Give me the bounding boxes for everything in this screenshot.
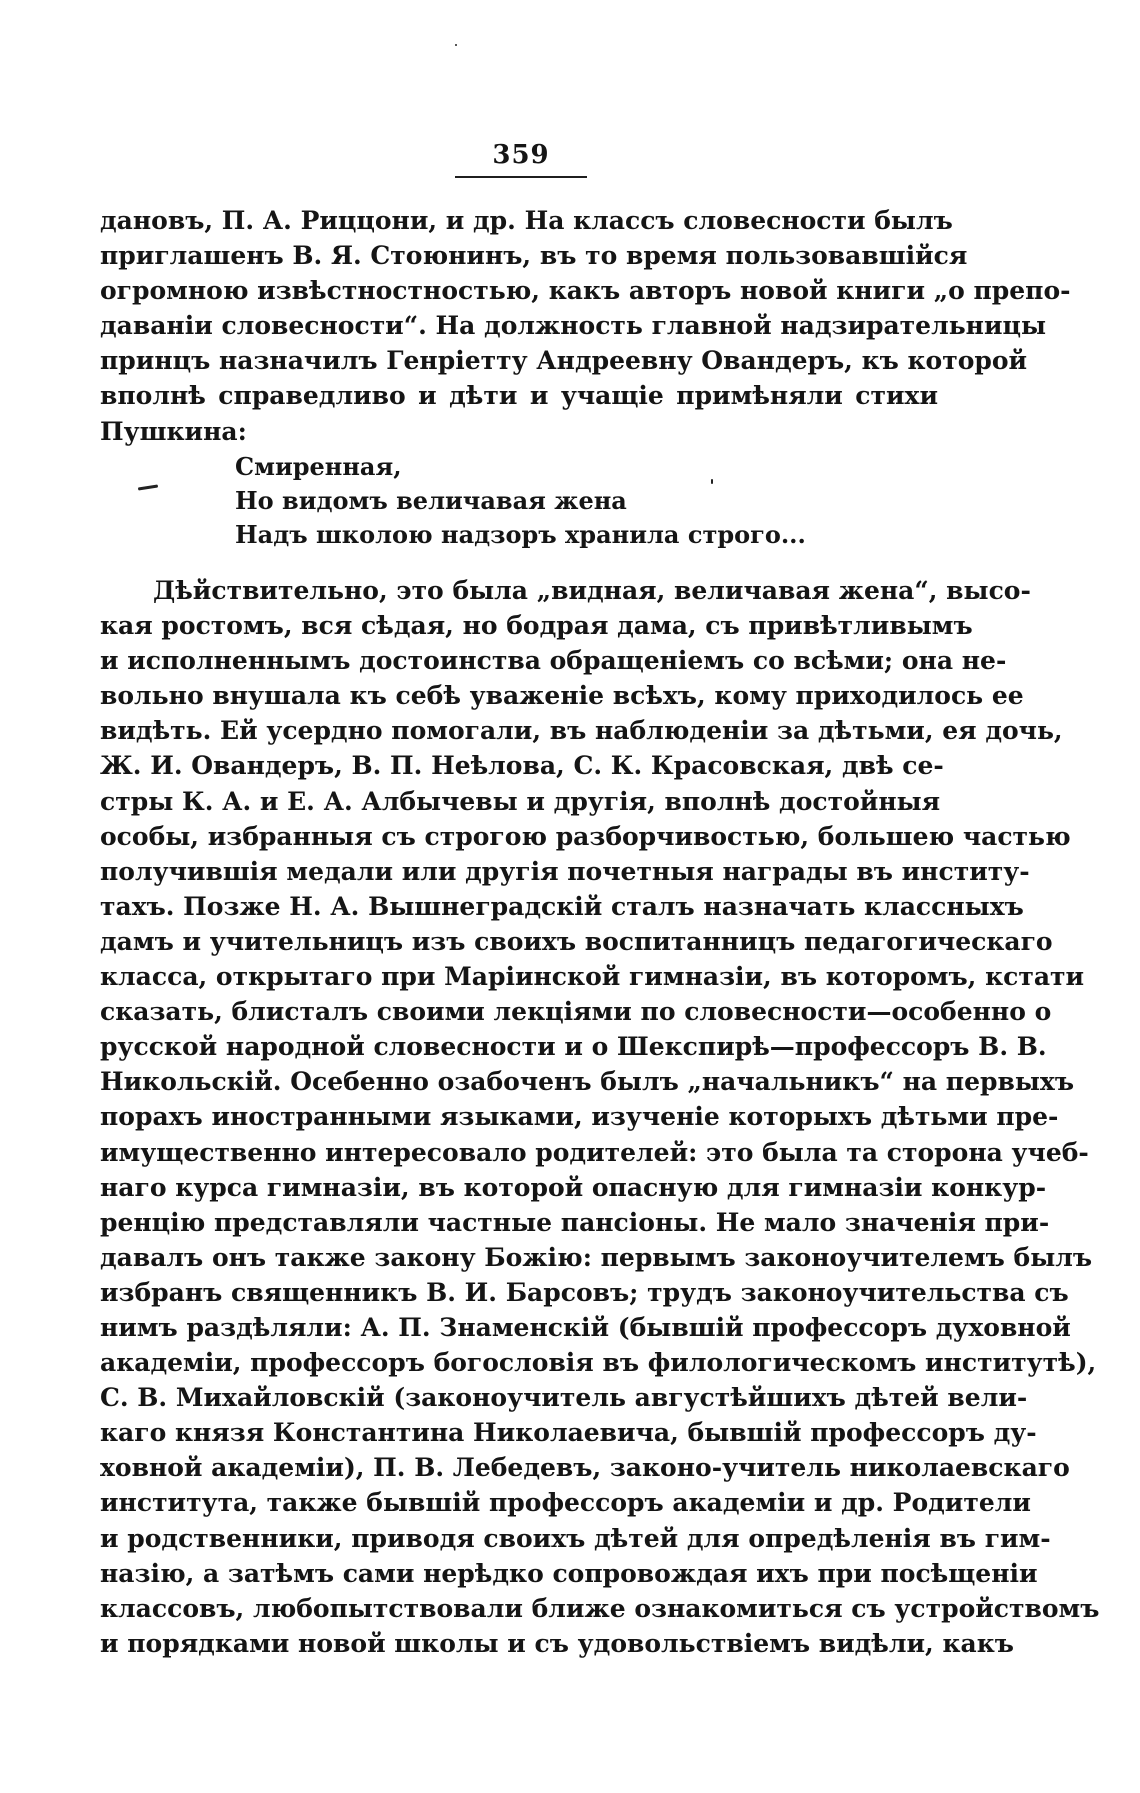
paragraph-2-line: академіи, профессоръ богословія въ филологическомъ институтѣ), [100,1348,1097,1378]
paragraph-2-line: особы, избранныя съ строгою разборчивостью, большею частью [100,821,1071,851]
page-number: 359 [492,140,550,170]
paragraph-2-line: видѣть. Ей усердно помогали, въ наблюденіи за дѣтьми, ея дочь, [100,716,1063,746]
paragraph-1-line: принцъ назначилъ Генріетту Андреевну Овандеръ, къ которой [100,346,1028,376]
paragraph-2-line: Никольскій. Осебенно озабоченъ былъ „начальникъ“ на первыхъ [100,1067,1074,1097]
paragraph-1-line: даваніи словесности“. На должность главной надзирательницы [100,311,1047,341]
poem-line: Но видомъ величавая жена [235,486,627,515]
paragraph-1-line: дановъ, П. А. Риццони, и др. На классъ словесности былъ [100,206,953,235]
paragraph-2 [100,573,1100,1661]
scan-dot-mark [455,44,457,46]
paragraph-2-line: ренцію представляли частные пансіоны. Не мало значенія при- [100,1207,1050,1237]
paragraph-2-line: Дѣйствительно, это была „видная, величавая жена“, высо- [153,576,1031,605]
page-number-rule [455,176,587,178]
paragraph-2-line: порахъ иностранными языками, изученіе которыхъ дѣтьми пре- [100,1102,1059,1132]
paragraph-2-line: русской народной словесности и о Шекспирѣ—профессоръ В. В. [100,1032,1047,1062]
paragraph-2-line: давалъ онъ также закону Божію: первымъ законоучителемъ былъ [100,1242,1093,1272]
paragraph-2-line: и родственники, приводя своихъ дѣтей для опредѣленія въ гим- [100,1523,1051,1553]
paragraph-2-line: каго князя Константина Николаевича, бывшій профессоръ ду- [100,1418,1037,1448]
paragraph-2-line: имущественно интересовало родителей: это была та сторона учеб- [100,1137,1089,1167]
paragraph-2-line: наго курса гимназіи, въ которой опасную для гимназіи конкур- [100,1172,1047,1202]
paragraph-2-line: и порядками новой школы и съ удовольствіемъ видѣли, какъ [100,1628,1014,1658]
paragraph-2-line: тахъ. Позже Н. А. Вышнеградскій сталъ назначать классныхъ [100,891,1024,921]
paragraph-1-line: приглашенъ В. Я. Стоюнинъ, въ то время пользовавшійся [100,241,968,271]
poem-line: Смиренная, [235,452,402,481]
paragraph-2-line: института, также бывшій профессоръ академіи и др. Родители [100,1488,1031,1518]
poem-quote [235,450,806,552]
paragraph-2-line: сказать, блисталъ своими лекціями по словесности—особенно о [100,997,1052,1027]
paragraph-2-line: вольно внушала къ себѣ уваженіе всѣхъ, кому приходилось ее [100,681,1024,711]
scan-dash-mark [138,484,158,490]
paragraph-2-line: назію, а затѣмъ сами нерѣдко сопровождая ихъ при посѣщеніи [100,1558,1038,1588]
paragraph-2-line: избранъ священникъ В. И. Барсовъ; трудъ законоучительства съ [100,1277,1069,1307]
poem-line: Надъ школою надзоръ хранила строго... [235,520,806,549]
paragraph-2-line: нимъ раздѣляли: А. П. Знаменскій (бывшій профессоръ духовной [100,1312,1071,1342]
paragraph-2-line: получившія медали или другія почетныя награды въ институ- [100,856,1030,886]
paragraph-2-line: стры К. А. и Е. А. Албычевы и другія, вполнѣ достойныя [100,786,941,816]
paragraph-2-line: и исполненнымъ достоинства обращеніемъ со всѣми; она не- [100,646,1007,676]
paragraph-2-line: классовъ, любопытствовали ближе ознакомиться съ устройствомъ [100,1593,1100,1623]
paragraph-2-line: С. В. Михайловскій (законоучитель августѣйшихъ дѣтей вели- [100,1383,1028,1413]
paragraph-1-line: вполнѣ справедливо и дѣти и учащіе примѣняли стихи [100,381,938,411]
paragraph-2-line: ховной академіи), П. В. Лебедевъ, законо-учитель николаевскаго [100,1453,1070,1483]
paragraph-2-line: кая ростомъ, вся сѣдая, но бодрая дама, съ привѣтливымъ [100,611,973,641]
paragraph-2-line: класса, открытаго при Маріинской гимназіи, въ которомъ, кстати [100,962,1085,992]
paragraph-1 [100,203,1071,449]
paragraph-1-line: Пушкина: [100,416,247,446]
paragraph-1-line: огромною извѣстностностью, какъ авторъ новой книги „о препо- [100,276,1071,306]
paragraph-2-line: Ж. И. Овандеръ, В. П. Неѣлова, С. К. Красовская, двѣ се- [100,751,944,781]
paragraph-2-line: дамъ и учительницъ изъ своихъ воспитанницъ педагогическаго [100,926,1053,956]
